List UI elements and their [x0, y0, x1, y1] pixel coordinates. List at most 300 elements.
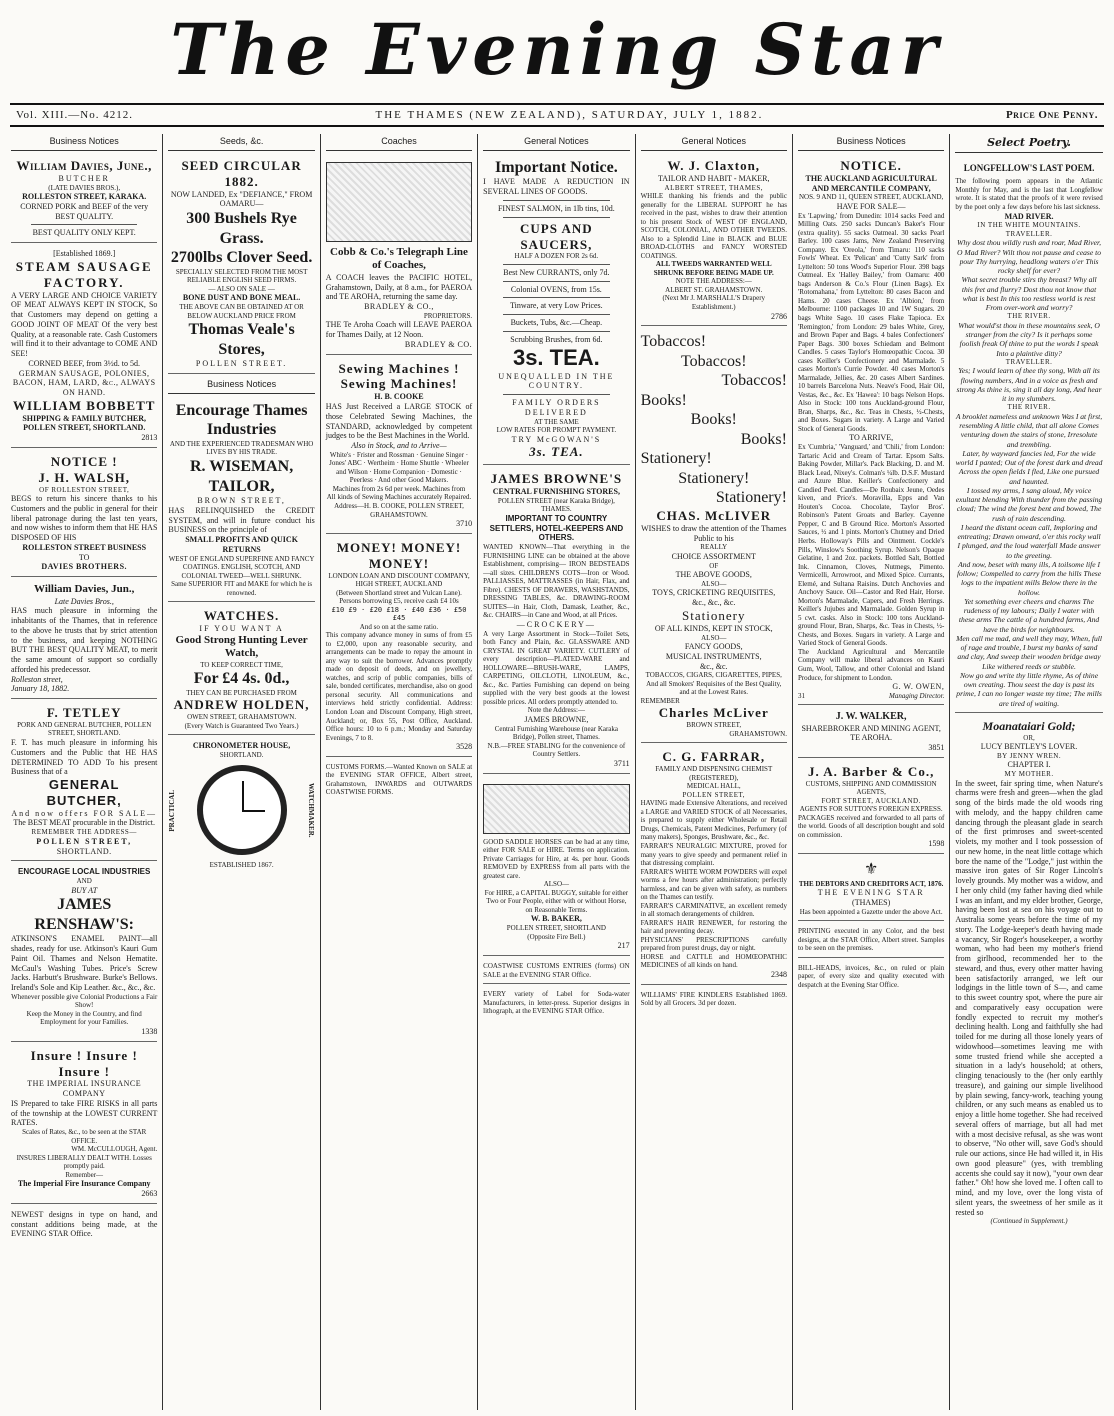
text-line: REMEMBER: [640, 696, 680, 705]
text-line: Books!: [690, 411, 737, 429]
text-line: GENERAL BUTCHER,: [46, 777, 122, 808]
text-line: (Between Shortland street and Vulcan Lane).: [336, 588, 462, 597]
rate-table: £10 £9 · £20 £18 · £40 £36 · £50 £45: [331, 605, 467, 623]
poem-mad-river: [955, 157, 1102, 713]
advert-number: 1598: [928, 839, 945, 849]
advertiser-name: W. B. BAKER,: [530, 914, 582, 924]
price: Price One Penny.: [1005, 109, 1098, 121]
text-line: FANCY GOODS,: [684, 642, 743, 652]
text-line: HALF A DOZEN FOR 2s 6d.: [514, 252, 599, 261]
advert-bill-heads: BILL-HEADS, invoices, &c., on ruled or plain paper, of every size and quality executed with despatch at the Evening Star Office.: [797, 963, 945, 989]
advertiser-name: WILLIAM BOBBETT: [12, 397, 156, 413]
text-line: REMEMBER THE ADDRESS—: [31, 828, 137, 837]
role: Managing Director.: [888, 691, 945, 700]
advertiser-name: THE IMPERIAL INSURANCE COMPANY: [27, 1079, 142, 1099]
text-line: The Imperial Fire Insurance Company: [17, 1179, 151, 1189]
masthead: [0, 0, 1114, 100]
advertiser-name: Thomas Veale's Stores,: [188, 321, 295, 358]
text-line: — ALSO ON SALE —: [208, 284, 275, 293]
text-line: SMALL PROFITS AND QUICK RETURNS: [185, 535, 298, 554]
advert-number: 2786: [770, 311, 787, 321]
advert-mcliver: [641, 329, 787, 743]
text-line: Stationery!: [678, 469, 750, 487]
advert-title: Sewing Machines !: [338, 360, 460, 376]
advert-title: STEAM SAUSAGE FACTORY.: [15, 258, 153, 290]
text-line: WEST OF ENGLAND SUPERFINE AND FANCY COATINGS. ENGLISH, SCOTCH, AND COLONIAL TWEED—WELL SHRUNK.: [168, 554, 315, 580]
text-line: HIGH STREET, AUCKLAND: [355, 580, 443, 589]
text-line: UNEQUALLED IN THE COUNTRY.: [498, 371, 615, 391]
established: [Established 1869.]: [53, 249, 116, 259]
stanza: Yes; I would learn of thee thy song, With all its flowing numbers, And in a voice as fresh and strong As thine is, sing it all day long, And hear it in my slumbers.: [956, 366, 1102, 404]
text-line: Keep the Money in the Country, and find Employment for your Families.: [26, 1009, 142, 1027]
address: ALBERT STREET, THAMES,: [664, 183, 763, 192]
text-line: For HIRE, a CAPITAL BUGGY, suitable for either Two or Four People, either with or without Horse, on Reasonable Terms.: [484, 888, 629, 914]
text-line: Scrubbing Brushes, from 6d.: [510, 334, 603, 344]
established: ESTABLISHED 1867.: [209, 861, 274, 870]
advert-body: THE Te Aroha Coach will LEAVE PAEROA for Thames Daily, at 12 Noon.: [325, 320, 473, 340]
text-line: Remember—: [65, 1170, 104, 1179]
text-line: CORNED BEEF, from 3½d. to 5d.: [28, 358, 140, 368]
text-line: OF: [709, 561, 719, 570]
advert-body: A VERY LARGE AND CHOICE VARIETY OF MEAT ALWAYS KEPT IN STOCK, So that Customers may depend on getting a GOOD JOINT OF MEAT Of the very best Quality, at a reasonable rate. Cash Customers will find it to their advantage to COME AND SEE!: [11, 290, 158, 359]
address: NOS. 9 AND 11, QUEEN STREET, AUCKLAND,: [799, 193, 944, 202]
advert-body: WHILE thanking his friends and the public generally for the LIBERAL SUPPORT he has received in the past, wishes to draw their attention to his present Stock of WEST OF ENGLAND, SCOTCH, COLONIAL, AND OTHER TWEEDS. Also to a Splendid Line in BLACK and BLUE BROAD-CLOTHS and FANCY WORSTED COATINGS.: [640, 192, 787, 260]
text-line: Colonial OVENS, from 15s.: [510, 284, 602, 294]
text-line: For £4 4s. 0d.,: [193, 670, 290, 688]
text-line: TOYS, CRICKETING REQUISITES,: [652, 588, 776, 598]
advert-title: SEED CIRCULAR 1882.: [181, 157, 302, 189]
advertiser-name: William Davies, June.,: [16, 157, 152, 173]
text-line: Tobaccos!: [681, 352, 747, 370]
text-line: IF YOU WANT A: [199, 624, 284, 634]
advertiser-name: THE AUCKLAND AGRICULTURAL AND MERCANTILE COMPANY,: [805, 173, 937, 193]
advert-title: Important Notice.: [495, 158, 618, 176]
side-label: PRACTICAL: [168, 789, 177, 832]
stanza: Now go and write thy little rhyme, As of thine own creating. Thou seest the day is past its prime, I can no longer waste my time; The mills are tired of waiting.: [956, 670, 1102, 708]
trade: SHIPPING & FAMILY BUTCHER, POLLEN STREET, SHORTLAND.: [22, 413, 147, 433]
advert-wiseman: [168, 398, 314, 602]
text-line: And so on at the same ratio.: [359, 622, 439, 631]
text-line: BROWN STREET,: [686, 721, 742, 730]
text-line: ENCOURAGE LOCAL INDUSTRIES: [18, 867, 151, 877]
advert-body: WISHES to draw the attention of the Thames Public to his: [641, 523, 787, 543]
column-heading: Coaches: [326, 134, 472, 151]
advert-body: HAVING made Extensive Alterations, and received a LARGE and VARIED STOCK of all Necessaries, is prepared to supply either Wholesale or Retail Drugs, Chemicals, Patent Medicines, Perfumery (of many makers), Sponges, Brushware, &c., &c.: [640, 799, 787, 842]
advert-walker: [798, 708, 944, 757]
advert-title: Sewing Machines!: [340, 376, 458, 392]
advertiser-name: JAMES BROWNE'S: [490, 471, 623, 487]
advertiser-name: H. B. COOKE: [374, 392, 424, 402]
text-line: Same SUPERIOR FIT and MAKE for which he is renowned.: [171, 580, 313, 597]
text-line: Tobaccos!: [721, 372, 787, 390]
stanza: Yet something ever cheers and charms The rudeness of my labours; Daily I water with these arms The cattle of a hundred farms, And have the birds for neighbours.: [958, 596, 1100, 634]
advert-sewing-machines: [326, 358, 472, 534]
advert-davies: [11, 155, 157, 243]
text-line: THE DEBTORS AND CREDITORS ACT, 1876.: [798, 879, 944, 888]
advert-body: This company advance money in sums of from £5 to £2,000, upon any reasonable security, and arrangements can be made to repay the amount in any way to suit the borrower. Advances promptly made on deposit of deeds, and on jewellery, watches, and scrip of public companies, bills of sale, bonded certificates, merchandise, also on good personal security. All communications and interviews held strictly confidential. Address: London Loan and Discount Company, High street, Auckland; or, Box 55, Post Office, Auckland. Office hours: 10 to 6 p.m.; Monday and Saturday Evenings, 7 to 8.: [325, 631, 473, 742]
text-line: THE ABOVE CAN BE OBTAINED AT OR BELOW AUCKLAND PRICE FROM: [179, 303, 304, 320]
speaker: THE RIVER.: [1007, 312, 1051, 321]
advert-body: FARRAR'S NEURALGIC MIXTURE, proved for many years to give speedy and permanent relief in that distressing complaint.: [640, 841, 787, 868]
text-line: AGENTS FOR SUTTON'S FOREIGN EXPRESS.: [799, 805, 943, 814]
chapter-title: MY MOTHER.: [1004, 770, 1054, 779]
text-line: And all Smokers' Requisites of the Best Quality, and at the Lowest Rates.: [646, 679, 782, 697]
story-body: In the sweet, fair spring time, when Nature's charms were fresh and green—when the glad song of the birds made the old woods ring with melody, and the happy children came dancing through the pleasant glade in search of the first primroses and sweet-scented violets, my mother and I took possession of our new home, in the neat little cottage which bore the name of the "Lodge," just within the massive iron gates of Sir Roger Lincoln's lovely grounds. My mother was a widow, and I her only child (my father having died while I was an infant, and my elder brother, George, having been lost at sea on his voyage out to Australia some years before the time of my story. The Lodge-keeper's death having made a vacancy, Sir Roger's housekeeper, a worthy woman, who had been my mother's friend from girlhood, recommended her to the steward, and thus, every other matter having been satisfactorily arranged, we left our lodgings in the little town of S—, and came to this sweet country spot, where the pure air and comparatively easy occupation were fondly expected to recruit my mother's declining health. Long and faithfully she had toiled for me during all those lonely years of widowhood—sometimes leaving me with some trusted friend while she accepted a situation in a lady's household; at others, clinging tenaciously to the (her only earthly treasure), and gaining our simple livelihood by plain sewing, fancy-work, teaching young children, or any such means as enabled us to enjoy a little home together. She had received several offers of marriage, but all had met with a most decisive refusal, as she was wont to observe, "No other will, save God's should rule our actions, since He had willed it, in His own good pleasure" (yes, with trembling accents she could say it now), "your own dear father." Oh! how she loved me. I often call to mind, and my love, over the long vista of silent years, the sweetness of her smile as it rested so: [955, 778, 1103, 1217]
advert-sausage-factory: [11, 246, 157, 448]
text-line: SPECIALLY SELECTED FROM THE MOST RELIABLE ENGLISH SEED FIRMS.: [175, 267, 308, 285]
trade: FAMILY AND DISPENSING CHEMIST (REGISTERED),: [655, 765, 773, 782]
speaker: TRAVELLER.: [1005, 229, 1053, 238]
address: FORT STREET, AUCKLAND.: [821, 796, 921, 805]
poem-intro: The following poem appears in the Atlantic Monthly for May, and is the last that Longfellow wrote. It is stated that the proofs of it were revised by the poet only a few days before his last sickness.: [955, 177, 1103, 211]
advert-title: WATCHES.: [203, 608, 280, 624]
advert-body: WANTED KNOWN—That everything in the FURNISHING LINE can be obtained at the above Establishment, comprising— IRON BEDSTEADS—all sizes. CHILDREN'S COTS—Iron or Wood. PALLIASSES, MATTRASSES (in Hair, Flax, and Fibre). CHESTS OF DRAWERS, WASHSTANDS, DRESSING TABLES, &c. DRAWING-ROOM SUITES—in Hair, Cloth, Damask, Leather, &c., &c. CHAIRS—in Cane and Wood, at all Prices.: [483, 543, 630, 620]
text-line: CENTRAL FURNISHING STORES,: [492, 487, 620, 497]
text-line: ALL TWEEDS WARRANTED WELL SHRUNK BEFORE BEING MADE UP.: [653, 260, 774, 277]
stanza: A brooklet nameless and unknown Was I at first, resembling A little child, that all alone Comes venturing down the stairs of stone, Irresolute and trembling.: [955, 411, 1103, 449]
advert-body: The Auckland Agricultural and Mercantile Company will make liberal advances on Kauri Gum, Wool, Tallow, and other Colonial and Island Produce, for shipment to London.: [797, 647, 945, 682]
column-heading: General Notices: [641, 134, 787, 151]
advert-body: Ex 'Lapwing,' from Dunedin: 1014 sacks Feed and Milling Oats. 250 sacks Duncan's Baker's Flour (extra quality). 55 sacks Oatmeal. 30 sacks Pearl Barley. 100 cases Jams, New Zealand Preserving Company. Ex 'Oreola,' from Timaru: 110 sacks Fowls' Wheat. Ex 'Pelican' and 'Cutty Sark' from Lyttelton: 50 tons Wood's Superior Flour. 398 bags Oatmeal. Ex 'Halley Bailey,' from Oamaru: 400 bags Anderson & Co.'s Flour (Linen Bags). Ex 'Rotomahana,' from Lyttelton: 80 cases Bacon and Hams. 20 cases Cheese. Ex 'Albion,' from Melbourne: 1100 packages 10 and 1W Sugars. 20 bags White Sago. 10 cases Flake Tapioca. Ex 'Remington,' from London: 29 bales White, Grey, and Brown Paper and Bags. 4 bales Confectioners' Paper Bags. 300 boxes Schiedam and Belmont Candles. 5 cases Taylor's Homœopathic Cocoa. 30 cases Keiller's Confectionery and Marmalade. 5 cases Morton's Currie Powder. 40 cases Morton's Marmalade, Jellies, &c. 20 cases Albert Sardines. 10 barrels Barcelona Nuts. Neave's Food, Hair Oil, Vestas, &c., &c. Ex 'Hawea': 10 bags Nelson Hops. Also in Stock: 100 tons Auckland-ground Flour, Bran, Sharps, &c., &c. Teas in Chests, ½-Chests, and Boxes. Sugars in variety. A Large and Varied Stock of General Goods.: [797, 211, 945, 433]
advertiser-name: William Davies, Jun.,: [34, 583, 135, 596]
stanza: Later, by wayward fancies led, For the wide world I panted; Out of the forest dark and dread Across the open fields I fled, Like one pursued and haunted.: [955, 448, 1103, 486]
text-line: SHORTLAND.: [56, 846, 112, 856]
advertiser-name: ANDREW HOLDEN,: [173, 697, 310, 713]
text-line: 3s. TEA.: [512, 344, 600, 370]
stanza: What secret trouble stirs thy breast? Why all this fret and flurry? Dost thou not know that what is best In this too restless world is rest From over-work and worry?: [961, 275, 1097, 313]
column-6: [793, 134, 950, 1410]
text-line: Note the Address:—: [527, 706, 585, 715]
dateline: [10, 103, 1104, 127]
advert-number: 31: [797, 691, 805, 700]
story-subtitle: LUCY BENTLEY'S LOVER.: [980, 742, 1078, 752]
text-line: And now offers FOR SALE—: [11, 808, 158, 818]
machine-list: White's · Frister and Rossman · Genuine Singer · Jones' ABC · Wertheim · Home Shuttle · Wheeler and Wilson · Home Companion · Domestic · Peerless · And other Good Makers.: [329, 450, 469, 485]
text-line: Encourage Thames Industries: [175, 401, 308, 439]
advert-holden-watches: [168, 605, 314, 735]
author: BY JENNY WREN.: [996, 751, 1062, 760]
text-line: ALSO—: [543, 880, 569, 889]
advert-body: I HAVE MADE A REDUCTION IN SEVERAL LINES OF GOODS.: [483, 177, 630, 197]
address: POLLEN STREET.: [195, 359, 288, 369]
advert-title: Cobb & Co.'s Telegraph Line of Coaches,: [330, 245, 468, 272]
trade: BUTCHER: [58, 173, 110, 183]
text-line: INSURES LIBERALLY DEALT WITH. Losses promptly paid.: [16, 1153, 152, 1171]
advert-farrar-chemist: [641, 746, 787, 984]
column-1: [6, 134, 163, 1410]
advert-fire-kindlers: WILLIAMS' FIRE KINDLERS Established 1869. Sold by all Grocers. 3d per dozen.: [640, 990, 787, 1008]
advert-baker-horses: [483, 777, 629, 956]
text-line: AND: [76, 877, 92, 886]
advert-body: HAS Just Received a LARGE STOCK of those Celebrated Sewing Machines, the STANDARD, acknowledged by competent judges to be the Best Machines in the World.: [325, 402, 473, 441]
signature: BRADLEY & CO.,: [364, 302, 434, 312]
text-line: Tinware, at very Low Prices.: [510, 301, 603, 311]
advert-number: 2813: [141, 433, 158, 443]
poem-title: LONGFELLOW'S LAST POEM.: [963, 163, 1095, 174]
text-line: MEDICAL HALL,: [686, 782, 741, 791]
text-line: ALBERT ST. GRAHAMSTOWN.: [665, 285, 763, 294]
text-line: MUSICAL INSTRUMENTS,: [665, 651, 762, 661]
column-2: [163, 134, 320, 1410]
text-line: TOBACCOS, CIGARS, CIGARETTES, PIPES,: [645, 671, 782, 680]
column-heading: Select Poetry.: [955, 134, 1102, 153]
advert-tetley: [11, 702, 157, 861]
text-line: OF ALL KINDS, KEPT IN STOCK,: [654, 623, 773, 633]
advert-auckland-agricultural: [798, 155, 944, 705]
signature: BRADLEY & CO.: [404, 339, 473, 349]
advert-body: BEGS to return his sincere thanks to his Customers and the public in general for their liberal patronage during the last ten years, and now wishes to inform them that HE HAS DISPOSED OF HIS: [11, 494, 158, 543]
text-line: AT THE SAME: [533, 417, 579, 426]
masthead-title: The Evening Star: [170, 8, 944, 91]
address: POLLEN STREET, SHORTLAND: [506, 924, 606, 933]
speaker: TRAVELLER.: [1005, 357, 1053, 366]
advert-body: NOW LANDED, Ex "DEFIANCE," FROM OAMARU—: [170, 189, 313, 209]
advert-title: MONEY! MONEY! MONEY!: [336, 539, 462, 571]
text-line: TRY McGOWAN'S: [511, 434, 602, 444]
date: January 18, 1882.: [11, 684, 70, 694]
advert-london-loan: [326, 537, 472, 757]
text-line: Persons borrowing £5, receive cash £4 10s: [339, 597, 459, 606]
text-line: PHYSICIANS' PRESCRIPTIONS carefully prepared from purest drugs, day or night.: [640, 935, 787, 953]
text-line: 300 Bushels Rye Grass.: [186, 210, 297, 247]
story-moanataiari-gold: [955, 716, 1102, 1230]
trade: TAILOR AND HABIT - MAKER,: [658, 173, 770, 183]
advert-number: 3710: [456, 519, 473, 529]
stanza: Men call me mad, and well they may, When, full of rage and trouble, I burst my banks of sand and clay, And sweep their wooden bridge away Like withered reeds or stubble.: [956, 633, 1102, 671]
advert-chronometer-house: [168, 738, 314, 874]
text-line: Stationery!: [640, 450, 712, 468]
text-line: BEST QUALITY ONLY KEPT.: [32, 228, 136, 238]
advertiser-name: CHAS. McLIVER: [656, 507, 772, 523]
advert-body: FARRAR'S CARMINATIVE, an excellent remedy in all stomach derangements of children.: [640, 901, 787, 919]
story-title: Moanataiari Gold;: [982, 718, 1076, 733]
text-line: HAVE FOR SALE—: [836, 201, 906, 211]
stanza: Why dost thou wildly rush and roar, Mad River, O Mad River? Wilt thou not pause and cease to pour Thy hurrying, headlong waters o'er This rocky shelf for ever?: [957, 238, 1102, 276]
text-line: (Every Watch is Guaranteed Two Years.): [184, 721, 299, 730]
advertiser-name: J. W. WALKER,: [835, 711, 907, 723]
advert-title: NOTICE !: [50, 453, 118, 469]
story-subtitle: OR,: [1023, 733, 1035, 742]
text-line: 3s. TEA.: [529, 444, 584, 460]
advertiser-name: J. A. Barber & Co.,: [807, 763, 935, 779]
note: (LATE DAVIES BROS.),: [48, 183, 121, 192]
address: OWEN STREET, GRAHAMSTOWN.: [187, 713, 297, 722]
stanza: What would'st thou in these mountains seek, O stranger from the city? Is it perhaps some foolish freak Of thine to put the words I speak Into a plaintive ditty?: [958, 320, 1100, 358]
advertiser-name: J. H. WALSH,: [38, 469, 130, 485]
coach-illustration-icon: [326, 162, 472, 242]
chapter: CHAPTER I.: [1007, 760, 1051, 770]
text-line: GERMAN SAUSAGE, POLONIES, BACON, HAM, LARD, &c., ALWAYS ON HAND.: [12, 368, 156, 398]
column-heading: General Notices: [483, 134, 629, 151]
horse-buggy-illustration-icon: [483, 784, 629, 834]
advert-body: A COACH leaves the PACIFIC HOTEL, Grahamstown, Daily, at 8 a.m., for PAEROA and TE AROHA, returning the same day.: [325, 272, 473, 302]
text-line: CORNED PORK and BEEF of the very BEST QUALITY.: [20, 201, 149, 221]
text-line: Books!: [740, 430, 787, 448]
text-line: Has been appointed a Gazette under the above Act.: [799, 907, 943, 916]
text-line: AND THE EXPERIENCED TRADESMAN WHO LIVES BY HIS TRADE.: [169, 439, 314, 457]
advert-printing: PRINTING executed in any Color, and the best designs, at the STAR Office, Albert street. Samples to be seen on the premises.: [798, 924, 944, 958]
advert-labels: EVERY variety of Label for Soda-water Manufacturers, in letter-press. Superior designs in lithograph, at the EVENING STAR Office.: [483, 990, 630, 1016]
signature: G. W. OWEN,: [892, 682, 945, 692]
advert-barber: [798, 761, 944, 854]
text-line: Machines from 2s 6d per week. Machines from: [332, 484, 466, 493]
advert-number: 2348: [770, 969, 787, 979]
advert-body: Ex 'Cumbria,' 'Vanguard,' and 'Chili,' from London: Tartaric Acid and Cream of Tartar. Epsom Salts. Baking Powder, Millar's. Pack Blacking, D. and M. Black Lead, Nixey's. Colman's ¼lb. D.S.F. Mustard and Azure Blue. Keiller's Confectionery and Candied Peel. Candles—De Roubaix Jeune, Oedes kiven, and Price's. Moravilla, Epps and Van Houten's Cocoa. Chocolate, Taylor Bros'. Robinson's Patent Groats and Barley. Cayenne Pepper, C and B Ground Rice. Morton's Assorted Sauces, ½ and 1 pints. Morton's Chutney and Dried Herbs. Holloway's Pills and Ointment. Cockle's Pills, Winslow's Soothing Syrup. Nelson's Opaque Gelatine, 1 and 2oz. packets. Bottled Salt, Bottled Ink. Cinnamon, Cloves, Nutmegs, Pimento. Vermicelli, Arrowroot, and Mixed Spice. Currants, Elemé, and Sultana Raisins. Dutch Anchovies and Anchovy Sauce. Oil—Castor and Red Hair, Horse. Morton's Marmalade, Capers, and Fresh Herrings. Keiller's Jujubes and Marmalade. Golden Syrup in 5 cwt. casks. Also in Stock: 100 tons Auckland-ground Flour, Bran, Sharps, &c. Teas in Chests, ½-Chests, and Boxes. Sugars in variety. A Large and Varied Stock of General Goods.: [797, 443, 945, 648]
text-line: Central Furnishing Warehouse (near Karaka Bridge), Pollen street, Thames.: [494, 724, 619, 742]
text-line: (THAMES): [852, 897, 891, 907]
advert-type-designs: NEWEST designs in type on hand, and constant additions being made, at the EVENING STAR Office.: [11, 1209, 158, 1239]
text-line: Charles McLiver: [658, 705, 769, 721]
text-line: FINEST SALMON, in 1lb tins, 10d.: [497, 203, 615, 213]
continued-note: (Continued in Supplement.): [990, 1217, 1068, 1226]
advert-title: CHRONOMETER HOUSE,: [192, 741, 291, 751]
advert-renshaw: [11, 864, 157, 1041]
advert-james-browne: [483, 468, 629, 773]
note: Late Davies Bros.,: [54, 596, 114, 606]
advert-cobb-coaches: [326, 155, 472, 355]
address: POLLEN STREET (near Karaka Bridge), THAMES.: [497, 496, 615, 514]
text-line: (Opposite Fire Bell.): [527, 932, 586, 941]
text-line: ALSO—: [701, 579, 727, 588]
advert-title: Insure ! Insure ! Insure !: [30, 1047, 138, 1079]
text-line: CUPS AND SAUCERS,: [520, 220, 593, 252]
advert-number: 2663: [141, 1189, 158, 1199]
text-line: Tobaccos!: [640, 333, 707, 351]
text-line: Good Strong Hunting Lever Watch,: [175, 633, 308, 660]
column-heading: Seeds, &c.: [168, 134, 314, 151]
advert-number: 3851: [928, 743, 945, 753]
text-line: &c., &c.: [699, 661, 728, 671]
text-line: DAVIES BROTHERS.: [41, 562, 128, 572]
poem-subtitle: MAD RIVER.: [1004, 211, 1054, 221]
stanza: I tossed my arms, I sang aloud, My voice exultant blending With thunder from the passing cloud; The wind the forest bent and bowed, The rush of rain descending.: [955, 485, 1103, 523]
text-line: (Next Mr J. MARSHALL'S Drapery Establishment.): [662, 294, 766, 312]
text-line: ROLLESTON STREET BUSINESS: [22, 542, 147, 552]
address: POLLEN STREET,: [682, 790, 745, 799]
text-line: GRAHAMSTOWN.: [729, 729, 787, 738]
text-line: Stationery!: [715, 489, 787, 507]
text-line: CHOICE ASSORTMENT: [671, 551, 756, 561]
column-heading: Business Notices: [11, 134, 157, 151]
text-line: Best New CURRANTS, only 7d.: [503, 267, 610, 277]
text-line: Scales of Rates, &c., to be seen at the STAR OFFICE.: [22, 1128, 147, 1145]
advert-body: HAS much pleasure in informing the inhabitants of the Thames, that in reference to the above he trusts that by strict attention to the business, and keeping NOTHING BUT THE BEST QUALITY MEAT, to merit the same amount of support so cordially afforded his predecessor.: [11, 606, 158, 674]
advert-title: NOTICE.: [840, 157, 902, 173]
address: OF ROLLESTON STREET,: [39, 485, 130, 494]
stanza: And now, beset with many ills, A toilsome life I follow; Compelled to carry from the hills These logs to the impatient mills Below there in the hollow.: [956, 559, 1102, 597]
advert-debtors-act: [798, 857, 944, 921]
text-line: THE EVENING STAR: [817, 888, 925, 898]
address: BROWN STREET,: [197, 496, 286, 506]
text-line: NOTE THE ADDRESS:—: [675, 277, 752, 286]
address: SHORTLAND.: [219, 750, 264, 759]
advert-number: 3711: [613, 758, 630, 768]
text-line: THE ABOVE GOODS,: [675, 570, 752, 580]
trade: SHAREBROKER AND MINING AGENT,: [801, 723, 941, 733]
advert-claxton: [641, 155, 787, 326]
advert-seed-circular: [168, 155, 314, 374]
advertiser-name: R. WISEMAN, TAILOR,: [189, 457, 294, 495]
text-line: BONE DUST AND BONE MEAL.: [182, 293, 301, 303]
agent: WM. McCULLOUGH, Agent.: [71, 1145, 158, 1154]
role: PROPRIETORS.: [423, 311, 473, 320]
poem-subtitle: IN THE WHITE MOUNTAINS.: [977, 221, 1081, 230]
advert-body: IS Prepared to take FIRE RISKS in all parts of the township at the LOWEST CURRENT RATES.: [11, 1098, 158, 1128]
address: Rolleston street,: [11, 674, 63, 684]
advert-customs-forms: CUSTOMS FORMS.—Wanted Known on SALE at the EVENING STAR OFFICE, Albert street, Grahamstown, INWARDS and OUTWARDS COASTWISE FORMS.: [325, 762, 473, 797]
text-line: Whenever possible give Colonial Productions a Fair Show!: [11, 992, 158, 1010]
advert-body: FARRAR'S HAIR RENEWER, for restoring the hair and preventing decay.: [640, 918, 787, 936]
text-line: BUY AT: [71, 885, 98, 895]
advert-body: HAS RELINQUISHED the CREDIT SYSTEM, and will in future conduct his BUSINESS on the principle of: [168, 505, 315, 535]
text-line: FAMILY ORDERS DELIVERED: [512, 398, 601, 417]
text-line: POLLEN STREET,: [36, 836, 133, 846]
advert-body: GOOD SADDLE HORSES can be had at any time, either FOR SALE or HIRE. Terms on application. Private Carriages for Hire, at 4s. per hour. Goods REMOVED by EXPRESS from all parts with the greatest care.: [483, 837, 630, 880]
text-line: The BEST MEAT procurable in the District.: [13, 818, 156, 828]
pocket-watch-icon: [197, 765, 287, 855]
text-line: TO KEEP CORRECT TIME,: [200, 660, 283, 669]
text-line: Stationery: [682, 607, 746, 623]
text-line: TO: [78, 552, 90, 562]
text-line: REALLY: [700, 543, 728, 552]
text-line: IMPORTANT TO COUNTRY SETTLERS, HOTEL-KEEPERS AND OTHERS.: [489, 513, 624, 543]
advertiser-name: C. G. FARRAR,: [662, 749, 766, 765]
text-line: HORSE and CATTLE and HOMŒOPATHIC MEDICINES of all kinds on hand.: [640, 952, 787, 970]
address: TE AROHA.: [850, 733, 893, 743]
advert-number: 3528: [456, 742, 473, 752]
column-heading: Business Notices: [798, 134, 944, 151]
text-line: THEY CAN BE PURCHASED FROM: [186, 688, 297, 697]
text-line: &c., &c., &c.: [692, 598, 736, 608]
text-line: Buckets, Tubs, &c.—Cheap.: [510, 318, 603, 328]
advert-body: PACKAGES received and forwarded to all parts of the world. Goods of all description bought and sold on commission.: [797, 813, 945, 839]
text-line: TO ARRIVE,: [849, 433, 894, 443]
text-line: N.B.—FREE STABLING for the convenience of Country Settlers.: [487, 741, 626, 759]
advert-number: 1338: [141, 1026, 158, 1036]
text-line: JAMES BROWNE,: [524, 715, 589, 724]
advert-davies-jun: [11, 580, 157, 699]
text-line: Also in Stock, and to Arrive—: [351, 441, 447, 451]
advertiser-name: JAMES RENSHAW'S:: [34, 896, 134, 933]
speaker: THE RIVER.: [1007, 403, 1051, 412]
text-line: ALSO—: [701, 633, 727, 642]
column-7: [950, 134, 1107, 1410]
advertiser-name: W. J. Claxton,: [667, 157, 761, 173]
text-line: All kinds of Sewing Machines accurately Repaired.: [326, 493, 472, 502]
advertiser-name: F. TETLEY: [46, 705, 122, 721]
advert-body: A very Large Assortment in Stock—Toilet Sets, both Fancy and Plain, &c. GLASSWARE AND CRYSTAL IN GREAT VARIETY. CUTLERY of every description—PLATED-WARE and HOLLOWARE—BRUSH-WARE, LAMPS, CARPETING, OILCLOTH, LINOLEUM, &c., &c., &c. Parties Furnishing can depend on being supplied with the very best goods at the lowest possible prices. All orders promptly attended to.: [483, 629, 630, 706]
advert-mcgowan: [483, 155, 629, 465]
text-line: —CROCKERY—: [516, 619, 596, 629]
column-4: [478, 134, 635, 1410]
column-5: [636, 134, 793, 1410]
advert-coastwise-entries: COASTWISE CUSTOMS ENTRIES (forms) ON SALE at the EVENING STAR Office.: [483, 959, 629, 984]
text-line: Books!: [640, 391, 687, 409]
column-heading: Business Notices: [168, 377, 314, 394]
stanza: I heard the distant ocean call, Imploring and entreating; Drawn onward, o'er this rocky wall I plunged, and the loud waterfall Made answer to the greeting.: [957, 522, 1101, 560]
address: ROLLESTON STREET, KARAKA.: [22, 192, 147, 202]
advert-body: ATKINSON'S ENAMEL PAINT—all shades, ready for use. Atkinson's Kauri Gum Paint Oil. Thames and Nelson Hematite. McCaul's Washing Tubes. Price's Screw Jacks. Harbutt's Brushware. Burke's Bellows. Ireland's Sole and Kip Leather. &c., &c., &c.: [11, 934, 158, 993]
text-line: LONDON LOAN AND DISCOUNT COMPANY,: [328, 571, 470, 580]
side-label: WATCHMAKER.: [306, 783, 315, 838]
advert-walsh: [11, 451, 157, 577]
trade: CUSTOMS, SHIPPING AND COMMISSION AGENTS,: [805, 779, 937, 797]
advert-body: FARRAR'S WHITE WORM POWDERS will expel worms a few hours after administration; perfectly harmless, and can be given with safety, as numbers on the Thames can testify.: [640, 867, 787, 902]
column-3: [321, 134, 478, 1410]
page-columns: [6, 134, 1108, 1410]
advert-body: F. T. has much pleasure in informing his Customers and the Public that HE HAS DETERMINED TO ADD To his present Business that of a: [11, 738, 158, 777]
advert-imperial-insurance: [11, 1045, 157, 1204]
